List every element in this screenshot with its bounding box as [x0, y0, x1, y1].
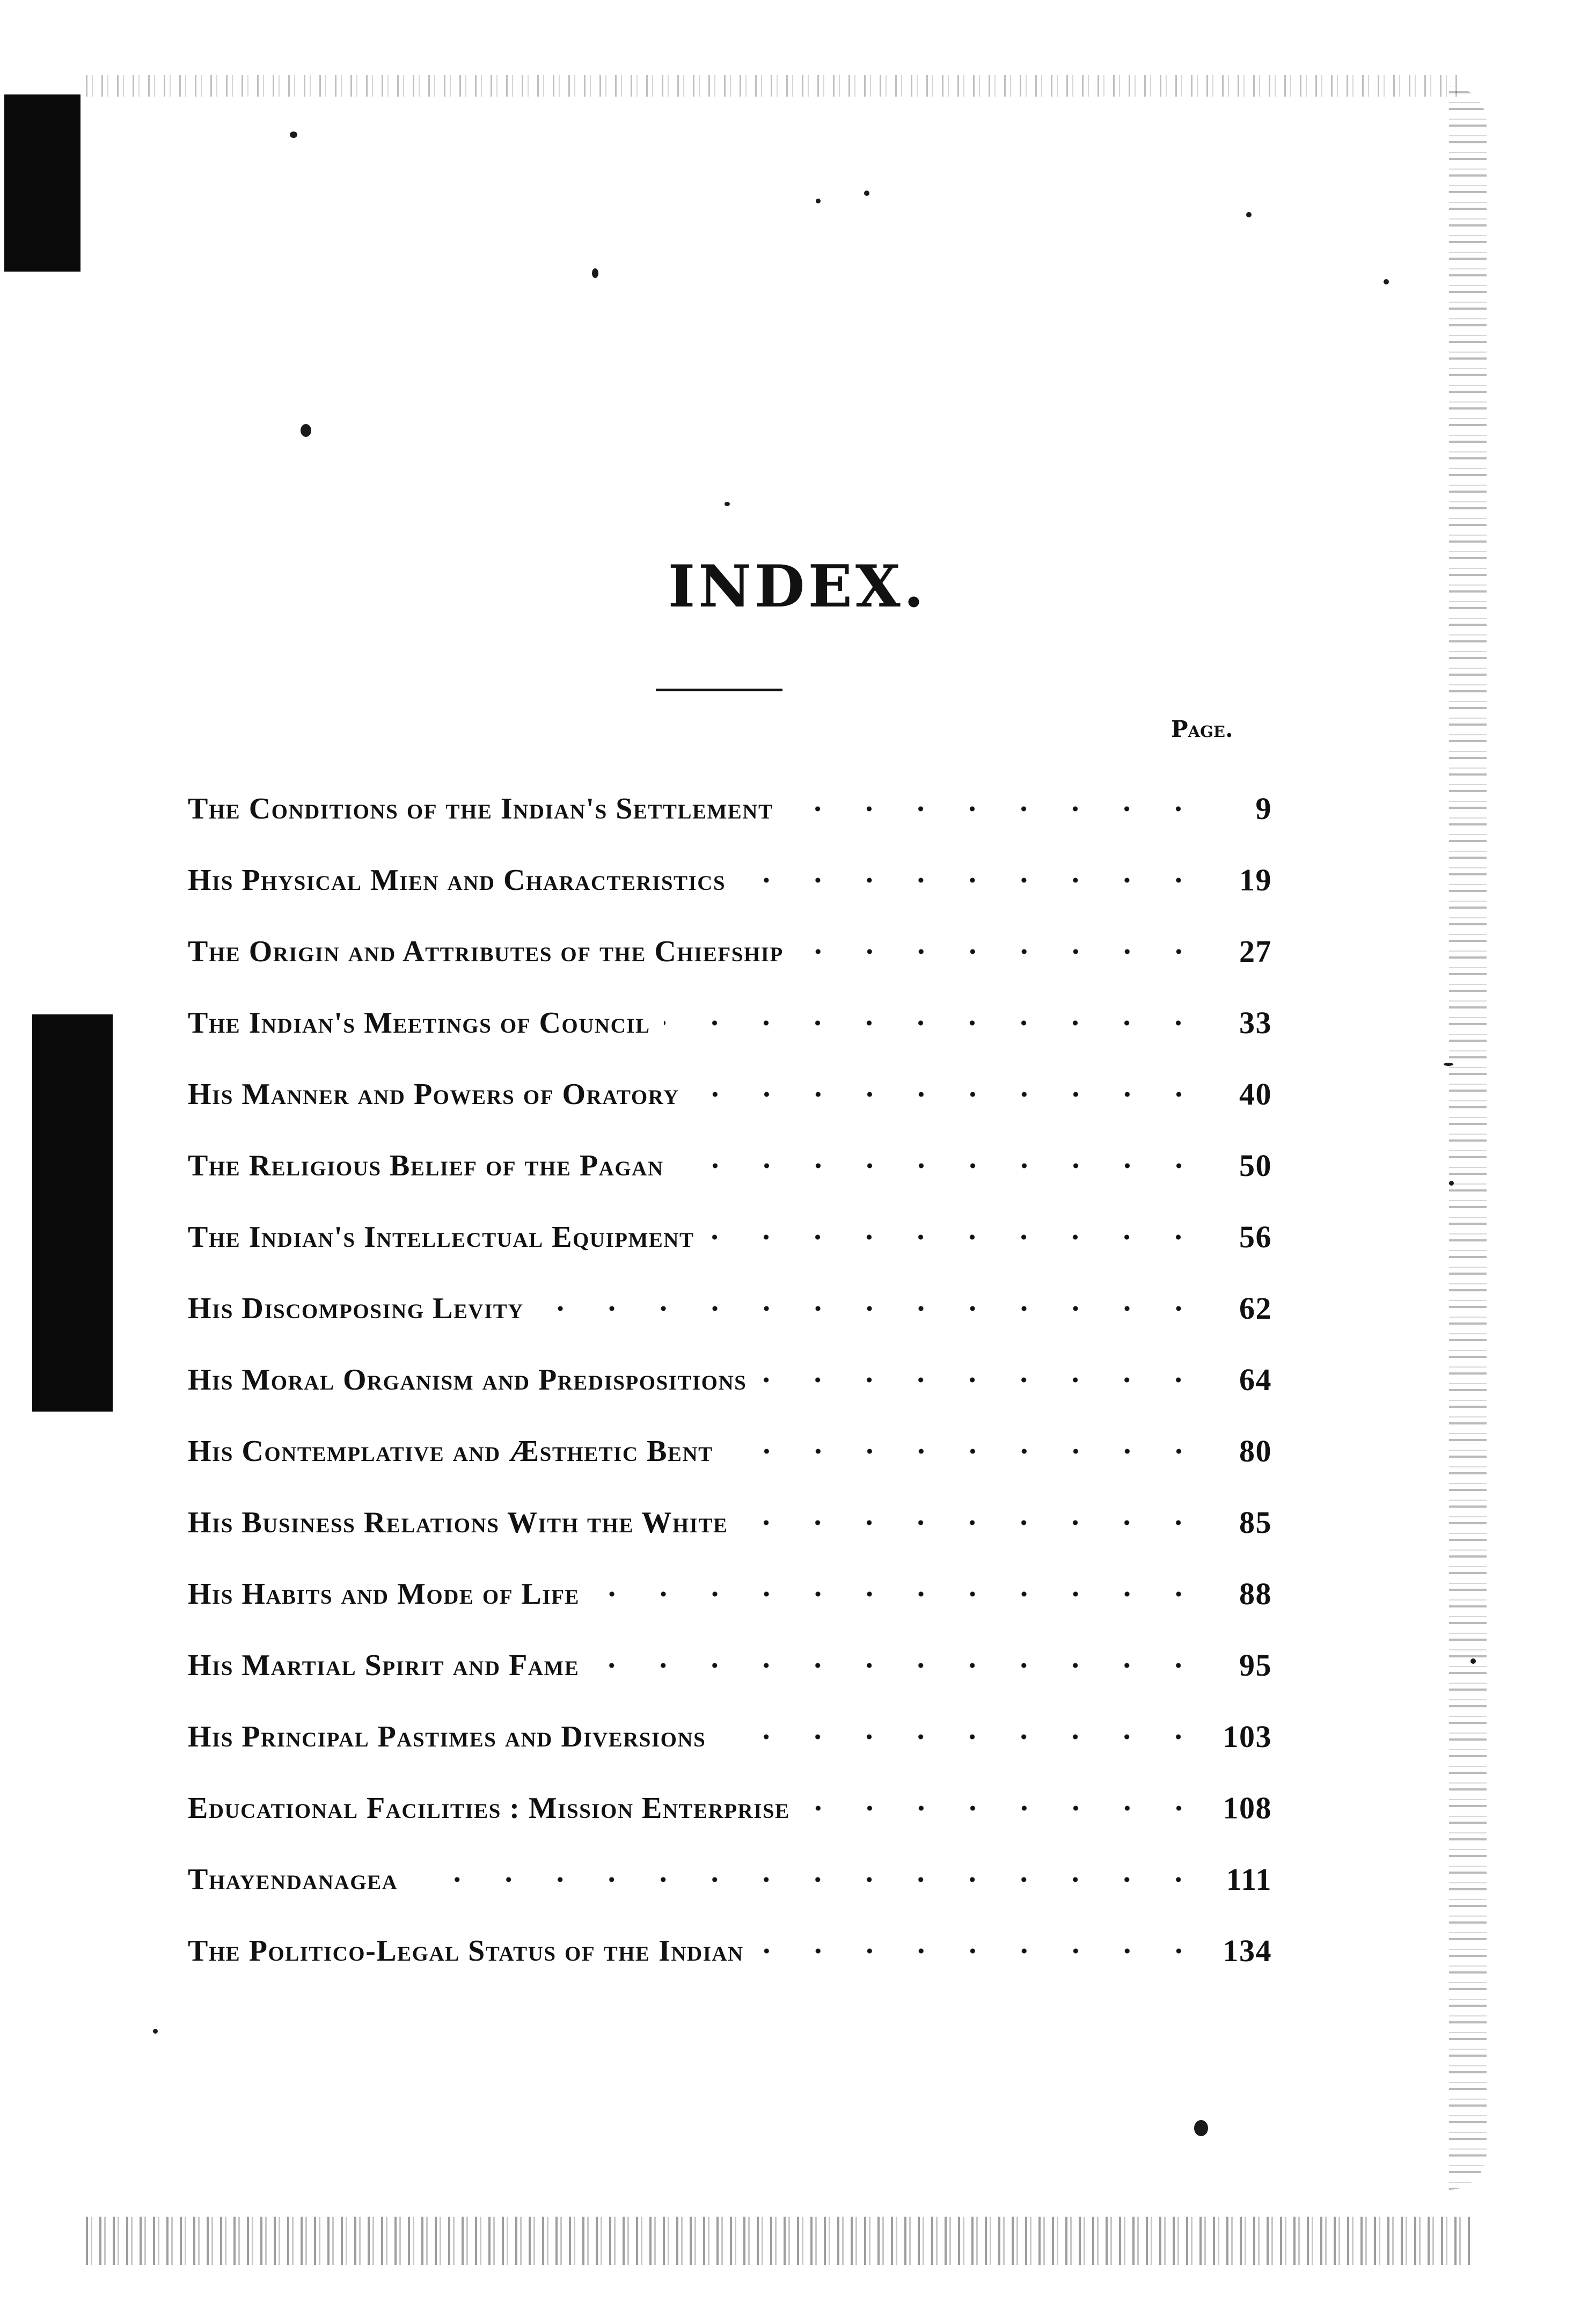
dot-leader — [664, 1020, 1204, 1026]
speck — [1449, 1181, 1454, 1186]
entry-title: His Physical Mien and Characteristics — [188, 863, 726, 897]
index-entry — [188, 773, 1272, 844]
speck — [864, 191, 869, 196]
entry-page: 108 — [1223, 1790, 1272, 1825]
index-entry — [188, 1915, 1272, 1986]
index-entry — [188, 1201, 1272, 1273]
index-entry — [188, 1130, 1272, 1201]
dot-leader — [758, 1948, 1204, 1954]
dot-leader — [538, 1306, 1204, 1311]
entry-page: 62 — [1239, 1291, 1272, 1326]
index-entry — [188, 1629, 1272, 1701]
entry-title: The Religious Belief of the Pagan — [188, 1149, 664, 1182]
index-entry — [188, 1415, 1272, 1487]
entry-page: 80 — [1239, 1434, 1272, 1468]
speck — [1194, 2120, 1208, 2136]
title-rule — [656, 689, 782, 691]
binding-shadow-top — [4, 94, 81, 272]
entry-title: His Moral Organism and Predispositions — [188, 1363, 747, 1397]
ragged-edge-bottom — [86, 2217, 1470, 2265]
index-entry — [188, 1558, 1272, 1629]
entry-title: His Contemplative and Æsthetic Bent — [188, 1434, 713, 1468]
entry-page: 40 — [1239, 1077, 1272, 1112]
dot-leader — [708, 1234, 1204, 1240]
dot-leader — [740, 878, 1204, 883]
entry-title: The Indian's Meetings of Council — [188, 1006, 650, 1040]
entry-page: 50 — [1239, 1148, 1272, 1183]
dot-leader — [594, 1591, 1204, 1597]
entry-title: His Discomposing Levity — [188, 1291, 524, 1325]
speck — [816, 199, 821, 203]
entry-title: His Habits and Mode of Life — [188, 1577, 580, 1611]
dot-leader — [804, 1806, 1204, 1811]
entry-title: Educational Facilities : Mission Enterprise — [188, 1791, 790, 1825]
entry-page: 33 — [1239, 1005, 1272, 1040]
entry-page: 64 — [1239, 1362, 1272, 1397]
entry-title: Thayendanagea — [188, 1862, 398, 1896]
entry-title: The Indian's Intellectual Equipment — [188, 1220, 694, 1254]
dot-leader — [787, 806, 1204, 812]
dot-leader — [693, 1092, 1204, 1097]
entry-page: 19 — [1239, 863, 1272, 897]
entry-page: 56 — [1239, 1219, 1272, 1254]
speck — [1384, 279, 1389, 284]
index-entry — [188, 1344, 1272, 1415]
dot-leader — [727, 1449, 1204, 1454]
dot-leader — [720, 1734, 1204, 1740]
index-entry — [188, 1273, 1272, 1344]
entry-title: The Politico-Legal Status of the Indian — [188, 1934, 744, 1968]
dot-leader — [412, 1877, 1204, 1882]
dot-leader — [798, 949, 1204, 954]
entry-title: The Origin and Attributes of the Chiefship — [188, 934, 784, 968]
index-entry — [188, 1772, 1272, 1844]
speck — [1246, 212, 1252, 217]
entry-title: His Business Relations With the White — [188, 1506, 728, 1539]
speck — [301, 424, 311, 437]
page-column-header: Page. — [1171, 716, 1233, 742]
speck — [1444, 1063, 1453, 1066]
entry-title: The Conditions of the Indian's Settlement — [188, 792, 773, 825]
ragged-edge-top — [86, 75, 1460, 97]
dot-leader — [678, 1163, 1205, 1168]
index-list — [188, 773, 1272, 1986]
index-entry — [188, 1058, 1272, 1130]
dot-leader — [760, 1377, 1204, 1383]
entry-title: His Manner and Powers of Oratory — [188, 1077, 679, 1111]
entry-page: 9 — [1255, 791, 1272, 826]
entry-page: 88 — [1239, 1576, 1272, 1611]
index-entry — [188, 844, 1272, 916]
entry-title: His Principal Pastimes and Diversions — [188, 1720, 706, 1753]
index-title: INDEX. — [668, 553, 927, 620]
entry-page: 27 — [1239, 934, 1272, 969]
entry-title: His Martial Spirit and Fame — [188, 1648, 580, 1682]
dot-leader — [742, 1520, 1204, 1525]
speck — [725, 502, 730, 506]
binding-shadow-middle — [32, 1014, 113, 1412]
entry-page: 134 — [1223, 1933, 1272, 1968]
entry-page: 111 — [1226, 1862, 1272, 1897]
entry-page: 85 — [1239, 1505, 1272, 1540]
index-entry — [188, 916, 1272, 987]
ragged-edge-right — [1449, 86, 1487, 2190]
index-entry — [188, 1844, 1272, 1915]
speck — [290, 131, 297, 138]
dot-leader — [593, 1663, 1204, 1668]
speck — [592, 268, 598, 278]
index-entry — [188, 1487, 1272, 1558]
entry-page: 95 — [1239, 1648, 1272, 1683]
index-entry — [188, 1701, 1272, 1772]
speck — [1470, 1658, 1476, 1664]
speck — [153, 2029, 158, 2034]
index-entry — [188, 987, 1272, 1058]
entry-page: 103 — [1223, 1719, 1272, 1754]
